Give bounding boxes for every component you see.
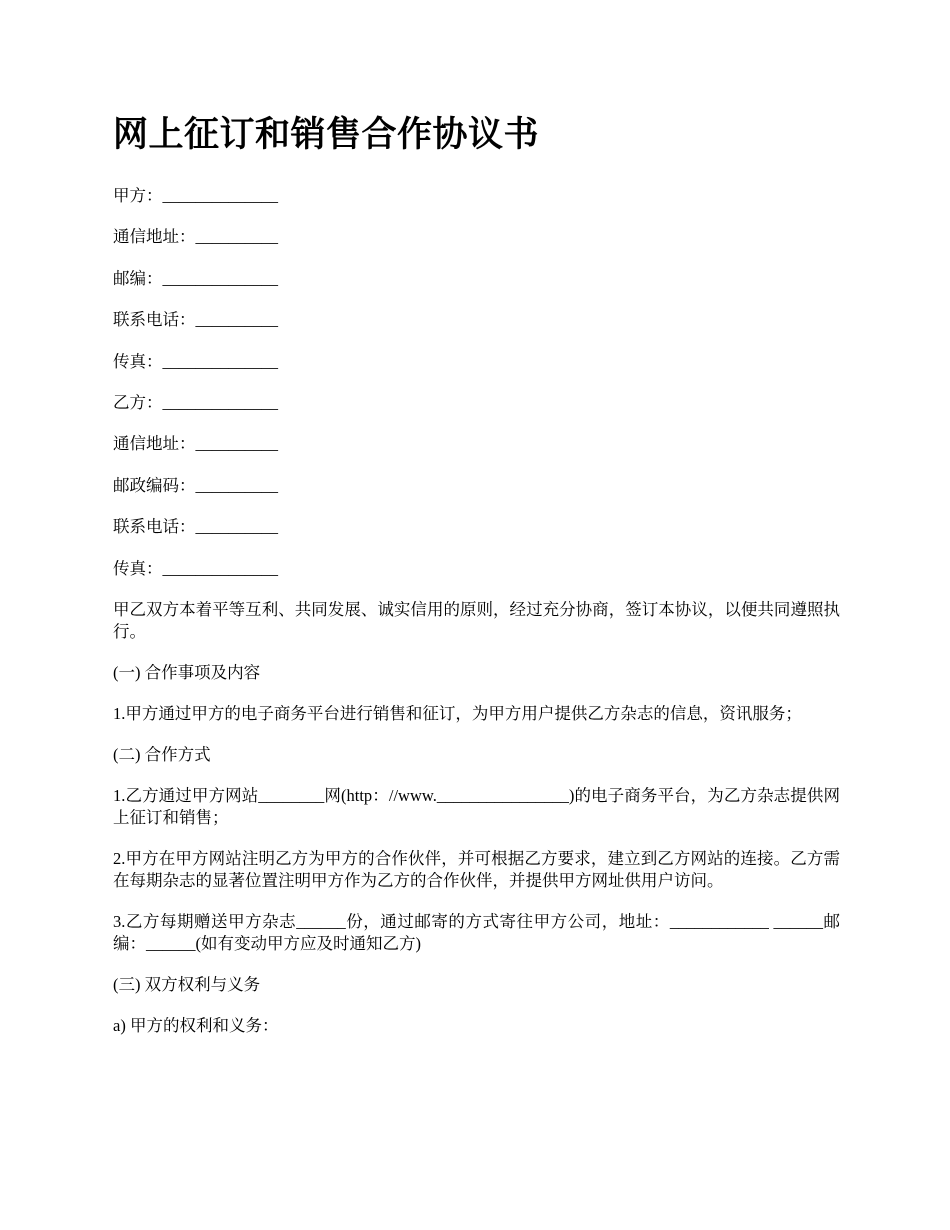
document-title: 网上征订和销售合作协议书 [113,115,540,154]
party-b-phone: 联系电话：__________ [113,517,278,537]
intro-paragraph: 甲乙双方本着平等互利、共同发展、诚实信用的原则，经过充分协商，签订本协议，以便共同遵照执行。 [113,599,840,641]
party-a-address: 通信地址：__________ [113,227,278,247]
section-1-item-1: 1.甲方通过甲方的电子商务平台进行销售和征订，为甲方用户提供乙方杂志的信息，资讯服务； [113,703,802,723]
party-b-fax: 传真：______________ [113,558,278,578]
party-b-address: 通信地址：__________ [113,434,278,454]
section-3-heading: (三) 双方权利与义务 [113,974,261,994]
section-3-sub-a: a) 甲方的权利和义务： [113,1015,279,1035]
section-2-item-3: 3.乙方每期赠送甲方杂志______份，通过邮寄的方式寄往甲方公司，地址：____________ ______邮编：______(如有变动甲方应及时通知乙方) [113,911,840,953]
party-a-fax: 传真：______________ [113,351,278,371]
section-2-item-1: 1.乙方通过甲方网站________网(http：//www.________________)的电子商务平台，为乙方杂志提供网上征订和销售； [113,785,840,827]
party-b-postcode: 邮政编码：__________ [113,475,278,495]
section-2-item-2: 2.甲方在甲方网站注明乙方为甲方的合作伙伴，并可根据乙方要求，建立到乙方网站的连接。乙方需在每期杂志的显著位置注明甲方作为乙方的合作伙伴，并提供甲方网址供用户访问。 [113,848,840,890]
party-a-phone: 联系电话：__________ [113,310,278,330]
document-page [113,110,840,1056]
party-a-postcode: 邮编：______________ [113,268,278,288]
section-2-heading: (二) 合作方式 [113,744,211,764]
party-b-name: 乙方：______________ [113,392,278,412]
section-1-heading: (一) 合作事项及内容 [113,662,261,682]
party-a-name: 甲方：______________ [113,186,278,205]
